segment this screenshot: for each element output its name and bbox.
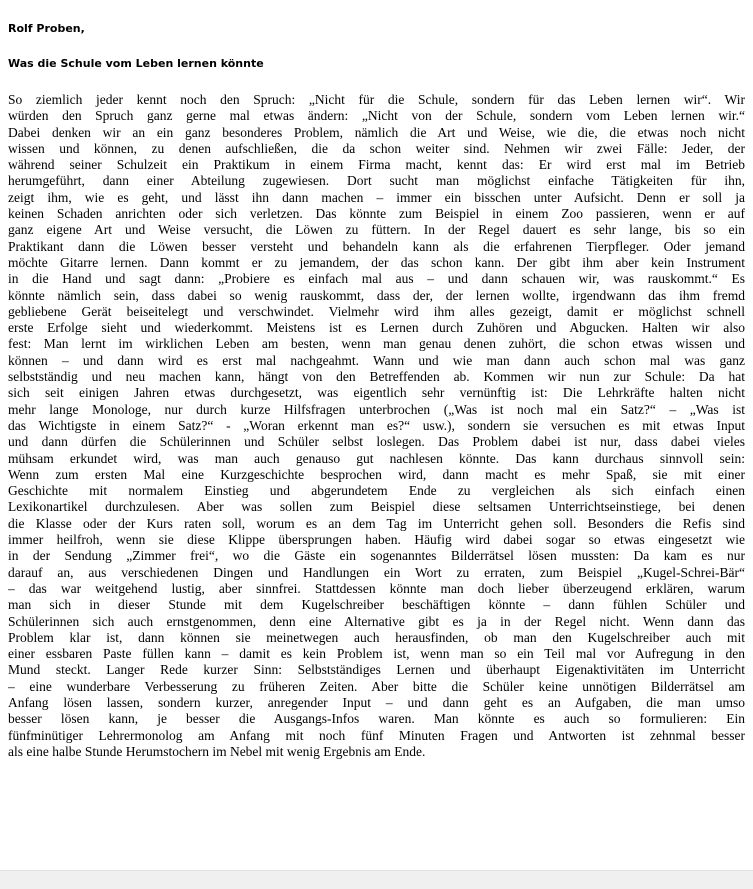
text-line: herumgeführt, dann einer Abteilung zugewiesen. Dort sucht man möglichst einfache Tätigkeiten für ihn, bbox=[8, 173, 745, 189]
text-line: man sich in dieser Stunde mit dem Kugelschreiber beschäftigen könnte – dann fühlen Schüler und bbox=[8, 597, 745, 613]
text-line: und dann dürfen die Schülerinnen und Schüler selbst loslegen. Das Problem dabei ist nur, dass dabei vieles bbox=[8, 434, 745, 450]
body-paragraph bbox=[8, 92, 745, 760]
text-line: Problem klar ist, dann können sie meinetwegen auch herausfinden, ob man den Kugelschreiber auch mit bbox=[8, 629, 745, 645]
text-line: wissen und können, zu denen aufschließen, die da schon weiter sind. Nehmen wir zwei Fälle: Jeder, der bbox=[8, 140, 745, 156]
text-line: die Klasse oder der Kurs raten soll, worum es an dem Tag im Unterricht gehen soll. Besonders die Refis sind bbox=[8, 515, 745, 531]
text-line: Wenn zum ersten Mal eine Kurzgeschichte besprochen wird, dann macht es mehr Spaß, sie mit einer bbox=[8, 466, 745, 482]
text-line: mühsam erkundet wird, was man auch genauso gut nachlesen könnte. Das kann durchaus sinnvoll sein: bbox=[8, 450, 745, 466]
text-line: in der Sendung „Zimmer frei“, wo die Gäste ein sogenanntes Bilderrätsel lösen mussten: Da kam es nur bbox=[8, 548, 745, 564]
text-line: ganz eigene Art und Weise versucht, die Löwen zu füttern. In der Regel dauert es sehr lange, bis so ein bbox=[8, 222, 745, 238]
text-line: immer heilfroh, wenn sie diese Klippe übersprungen haben. Häufig wird dabei sogar so etwas eingesetzt wie bbox=[8, 532, 745, 548]
text-line: – eine wunderbare Verbesserung zu früheren Zeiten. Aber bitte die Schüler keine unnötigen Bilderrätsel am bbox=[8, 678, 745, 694]
text-line: können – und dann wird es erst mal nachgeahmt. Wann und wie man dann auch schon mal was ganz bbox=[8, 352, 745, 368]
text-line: fest: Man lernt im wirklichen Leben am besten, wenn man genau denen zuhört, die schon etwas wissen und bbox=[8, 336, 745, 352]
text-line: würden den Spruch ganz gerne mal etwas ändern: „Nicht von der Schule, sondern vom Leben lernen wir.“ bbox=[8, 108, 745, 124]
text-line: selbstständig und neu machen kann, hängt von den Betreffenden ab. Kommen wir nun zur Schule: Da hat bbox=[8, 369, 745, 385]
text-line: möchte Gitarre lernen. Dann kommt er zu jemandem, der das schon kann. Der gibt ihm aber kein Instrument bbox=[8, 254, 745, 270]
document-title: Was die Schule vom Leben lernen könnte bbox=[8, 57, 264, 70]
text-line: mehr lange Monologe, nur durch kurze Hilfsfragen unterbrochen („Was ist noch mal ein Satz?“ – „Was ist bbox=[8, 401, 745, 417]
text-line: erste Erfolge sieht und wiederkommt. Meistens ist es Lernen durch Zuhören und Abgucken. Halten wir also bbox=[8, 320, 745, 336]
text-line: Lexikonartikel durchzulesen. Aber was sollen zum Beispiel diese seltsamen Unterrichtseinstiege, bei denen bbox=[8, 499, 745, 515]
text-line: besser lösen kann, je besser die Ausgangs-Infos waren. Man könnte es auch so formulieren: Ein bbox=[8, 711, 745, 727]
text-line: Praktikant dann die Löwen besser versteht und behandeln kann als die erfahrenen Tierpfleger. Oder jemand bbox=[8, 238, 745, 254]
text-line: fünfminütiger Lehrermonolog am Anfang mit noch fünf Minuten Fragen und Antworten ist zehnmal besser bbox=[8, 727, 745, 743]
text-line: in die Hand und sagt dann: „Probiere es einfach mal aus – und dann schauen wir, was rauskommt.“ Es bbox=[8, 271, 745, 287]
text-line: zeigt ihm, wie es geht, und lässt ihn dann machen – immer ein bisschen unter Aufsicht. Denn er soll ja bbox=[8, 189, 745, 205]
text-line: Schülerinnen sich auch ernstgenommen, denn eine Alternative gibt es ja in der Regel nicht. Wenn dann das bbox=[8, 613, 745, 629]
text-line: während seiner Schulzeit ein Praktikum in einem Firma macht, kennt das: Er wird erst mal im Betrieb bbox=[8, 157, 745, 173]
text-line: sich seit einigen Jahren etwas durchgesetzt, was eigentlich sehr vernünftig ist: Die Lehrkräfte halten nicht bbox=[8, 385, 745, 401]
text-line: darauf an, aus verschiedenen Dingen und Handlungen ein Wort zu erraten, zum Beispiel „Kugel-Schrei-Bär“ bbox=[8, 564, 745, 580]
text-line: Anfang lösen lassen, sondern kurzer, anregender Input – und dann geht es an Aufgaben, die man umso bbox=[8, 694, 745, 710]
text-line: gebliebene Gerät beiseitelegt und verschwindet. Vielmehr wird ihm alles gezeigt, damit er möglichst schnell bbox=[8, 303, 745, 319]
text-line: keinen Schaden anrichten oder sich verletzen. Das könnte zum Beispiel in einem Zoo passieren, wenn er auf bbox=[8, 206, 745, 222]
bottom-bar bbox=[0, 870, 753, 889]
text-line: Geschichte mit normalem Einstieg und abgerundetem Ende zu vergleichen als sich einfach einen bbox=[8, 483, 745, 499]
text-line: Mund steckt. Langer Rede kurzer Sinn: Selbstständiges Lernen und überhaupt Eigenaktivitäten im Unterricht bbox=[8, 662, 745, 678]
text-line: – das war weitgehend lustig, aber sinnfrei. Stattdessen könnte man doch lieber überzeugend erklären, warum bbox=[8, 580, 745, 596]
author-line: Rolf Proben, bbox=[8, 22, 85, 35]
text-line: einer essbaren Paste füllen kann – damit es kein Problem ist, wenn man so ein Teil mal vor Aufregung in den bbox=[8, 646, 745, 662]
text-line: das Wichtigste in einem Satz?“ - „Woran erkennt man es?“ usw.), sondern sie versuchen es mit etwas Input bbox=[8, 417, 745, 433]
text-line: als eine halbe Stunde Herumstochern im Nebel mit wenig Ergebnis am Ende. bbox=[8, 743, 426, 759]
text-line: Dabei denken wir an ein ganz besonderes Problem, nämlich die Art und Weise, wie die, die etwas noch nicht bbox=[8, 124, 745, 140]
text-line: könnte nämlich sein, dass dabei so wenig rauskommt, dass der, der lernen wollte, irgendwann das ihm fremd bbox=[8, 287, 745, 303]
text-line: So ziemlich jeder kennt noch den Spruch: „Nicht für die Schule, sondern für das Leben lernen wir“. Wir bbox=[8, 92, 745, 107]
